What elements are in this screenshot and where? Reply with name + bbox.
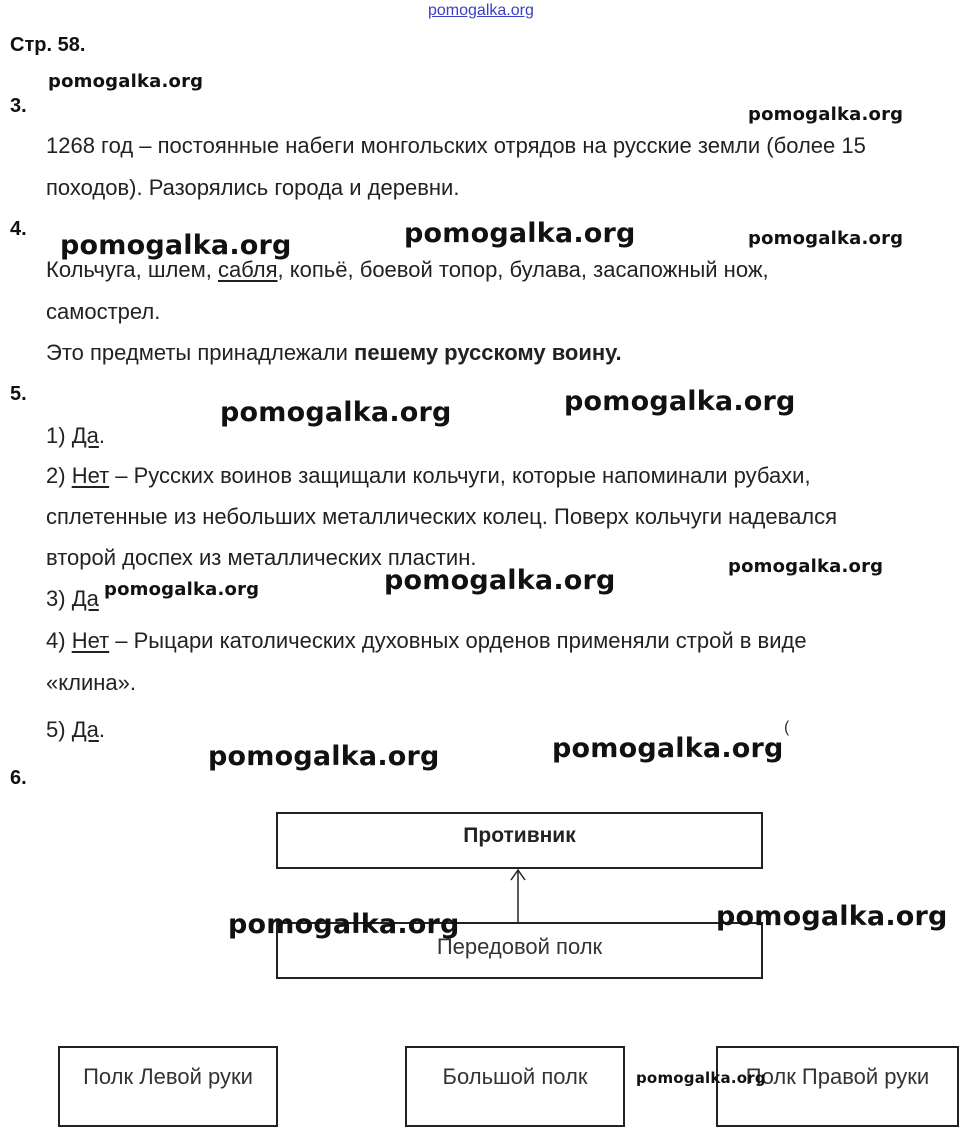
task-4-line-3 <box>46 340 622 366</box>
task-5-item-2 <box>46 463 811 489</box>
task-4-bold-answer: пешему русскому воину. <box>354 340 622 365</box>
task-5-item-4 <box>46 628 807 654</box>
item-3-prefix: 3) <box>46 586 72 611</box>
task-6-number: 6. <box>10 767 27 789</box>
watermark: pomogalka.org <box>404 218 636 249</box>
stray-mark: ( <box>784 719 790 736</box>
watermark: pomogalka.org <box>564 386 796 417</box>
watermark-top-link: pomogalka.org <box>428 2 534 19</box>
item-5-answer: Да <box>71 717 99 742</box>
right-regiment-label: Полк Правой руки <box>745 1064 930 1089</box>
item-4-answer: Нет <box>71 628 110 653</box>
main-regiment-label: Большой полк <box>442 1064 588 1089</box>
watermark: pomogalka.org <box>716 901 948 932</box>
task-4-underlined-word: сабля <box>217 257 278 282</box>
watermark: pomogalka.org <box>748 228 904 249</box>
item-1-prefix: 1) <box>46 423 72 448</box>
item-4-prefix: 4) <box>46 628 72 653</box>
watermark: pomogalka.org <box>208 741 440 772</box>
watermark: pomogalka.org <box>48 71 204 92</box>
item-5-prefix: 5) <box>46 717 72 742</box>
watermark: pomogalka.org <box>748 104 904 125</box>
task-5-item-5 <box>46 717 105 743</box>
item-2-line-1-rest: – Русских воинов защищали кольчуги, которые напоминали рубахи, <box>109 463 811 488</box>
item-2-prefix: 2) <box>46 463 72 488</box>
watermark: pomogalka.org <box>228 909 460 940</box>
task-3-number: 3. <box>10 95 27 117</box>
item-5-suffix: . <box>98 717 105 742</box>
left-regiment-label: Полк Левой руки <box>83 1064 253 1089</box>
watermark: pomogalka.org <box>552 733 784 764</box>
vanguard-label: Передовой полк <box>436 934 603 959</box>
diagram-box-enemy <box>276 812 763 869</box>
item-4-line-1-rest: – Рыцари католических духовных орденов применяли строй в виде <box>109 628 807 653</box>
watermark: pomogalka.org <box>220 397 452 428</box>
item-2-answer: Нет <box>71 463 110 488</box>
task-5-item-3 <box>46 586 99 612</box>
task-3-line-1: 1268 год – постоянные набеги монгольских отрядов на русские земли (более 15 <box>46 133 866 158</box>
enemy-label: Противник <box>463 824 576 847</box>
page-title: Стр. 58. <box>10 34 86 56</box>
task-4-line-1-after: , копьё, боевой топор, булава, засапожный нож, <box>277 257 769 282</box>
diagram-box-left-regiment <box>58 1046 278 1127</box>
watermark: pomogalka.org <box>60 230 292 261</box>
watermark: pomogalka.org <box>104 579 260 600</box>
task-4-line-3-before: Это предметы принадлежали <box>46 340 355 365</box>
task-5-item-2-line-2: сплетенные из небольших металлических колец. Поверх кольчуги надевался <box>46 504 838 529</box>
task-5-item-1 <box>46 423 105 449</box>
watermark: pomogalka.org <box>636 1069 766 1087</box>
item-1-suffix: . <box>98 423 105 448</box>
task-5-item-4-line-2: «клина». <box>46 670 136 695</box>
task-4-number: 4. <box>10 218 27 240</box>
watermark: pomogalka.org <box>728 556 884 577</box>
task-4-line-1-before: Кольчуга, шлем, <box>46 257 218 282</box>
item-3-answer: Да <box>71 586 99 611</box>
arrow-vanguard-to-enemy <box>508 866 528 926</box>
item-1-answer: Да <box>71 423 99 448</box>
task-5-number: 5. <box>10 383 27 405</box>
task-3-line-2: походов). Разорялись города и деревни. <box>46 175 460 200</box>
watermark: pomogalka.org <box>384 565 616 596</box>
diagram-box-main-regiment <box>405 1046 625 1127</box>
task-5-item-2-line-3: второй доспех из металлических пластин. <box>46 545 477 570</box>
task-4-line-2: самострел. <box>46 299 161 324</box>
